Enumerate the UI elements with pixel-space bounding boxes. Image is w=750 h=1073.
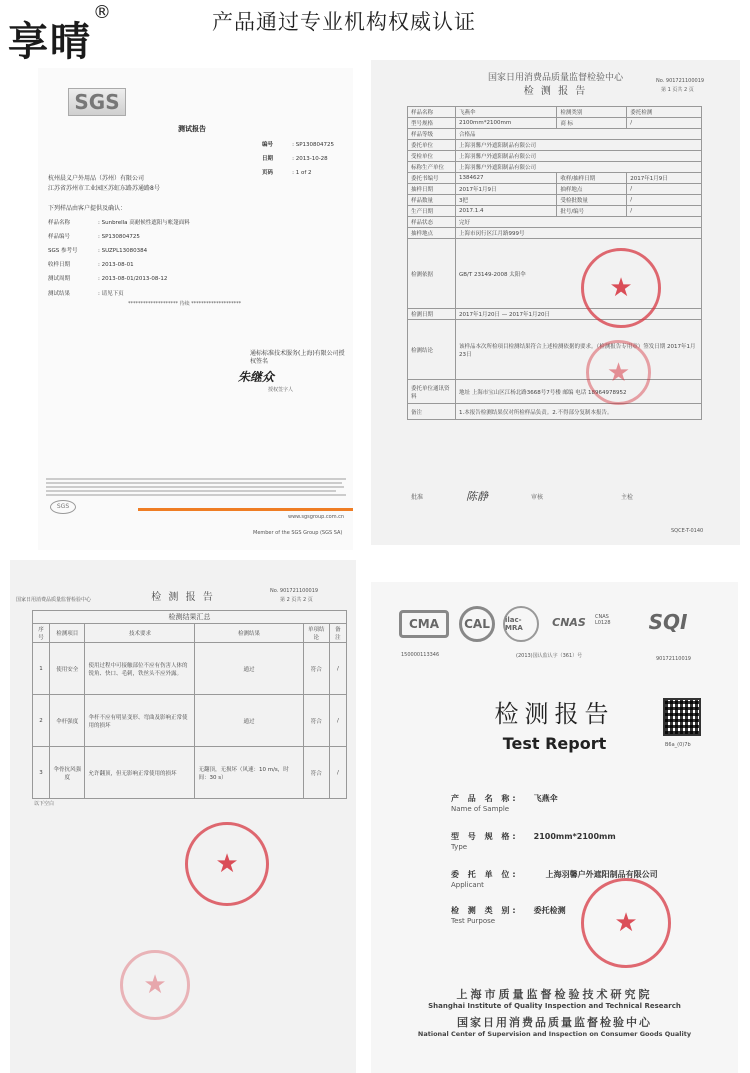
table-cell-value: 上海市闵行区江月路999号 [456, 228, 702, 239]
sig-label: 批准 [411, 494, 424, 501]
table-cell-label: 样品名称 [408, 107, 456, 118]
table-cell-value: 该样品本次所检项目检测结果符合上述检测依据的要求。（检测报告专用章）签发日期 2017年1月23日 [456, 320, 702, 380]
table-cell-value: / [627, 195, 702, 206]
meta-value: : 2013-10-28 [292, 156, 328, 162]
table-cell-value: / [627, 118, 702, 129]
red-seal-stamp: ★ [586, 340, 651, 405]
table-cell-value: 上海羽馨户外遮阳制品有限公司 [456, 140, 702, 151]
table-cell-label: 检测结论 [408, 320, 456, 380]
cover-field [451, 786, 558, 813]
table-cell-label: 生产日期 [408, 206, 456, 217]
table-cell: 使用安全 [50, 643, 85, 695]
meta-label: 页码 [262, 170, 274, 176]
table-row [408, 151, 702, 162]
report-number: No. 901721100019 [270, 588, 319, 594]
test-report-cover [371, 582, 738, 1073]
sgs-report-title: 测试报告 [178, 125, 206, 133]
summary-title: 检测结果汇总 [33, 611, 347, 624]
sgs-divider: ******************** 待续 ******************** [128, 301, 242, 307]
inspection-report-page-1 [371, 60, 740, 545]
table-cell-label: 标称生产单位 [408, 162, 456, 173]
table-header: 检测结果 [195, 624, 303, 643]
row-label: 测试周期 [48, 276, 71, 282]
table-cell-label: 批号/编号 [557, 206, 627, 217]
sig-label: 审核 [531, 494, 544, 501]
sgs-company: 杭州晨义户外用品（苏州）有限公司 [48, 175, 145, 182]
sgs-signature: 朱继众 [238, 370, 275, 384]
table-cell: 符合 [303, 643, 329, 695]
report-title: 检 测 报 告 [151, 592, 215, 603]
table-cell-label: 检测依据 [408, 239, 456, 309]
cnas-logo: CNAS [552, 615, 586, 629]
table-row [408, 118, 702, 129]
table-cell: / [329, 643, 346, 695]
table-row [408, 195, 702, 206]
table-cell: 3 [33, 747, 50, 799]
sgs-footer-mark: SGS [50, 500, 76, 514]
table-cell: / [329, 695, 346, 747]
red-seal-stamp: ★ [185, 822, 269, 906]
table-cell-label: 检测类别 [557, 107, 627, 118]
report-info-table [407, 106, 702, 420]
ilac-logo: ilac-MRA [503, 606, 539, 642]
table-cell: / [329, 747, 346, 799]
table-cell: 符合 [303, 747, 329, 799]
table-cell-value: 2017.1.4 [456, 206, 557, 217]
table-cell-value: 2017年1月9日 [456, 184, 557, 195]
meta-label: 编号 [262, 142, 274, 148]
table-row [408, 228, 702, 239]
center-name-en: National Center of Supervision and Inspection on Consumer Goods Quality [417, 1030, 692, 1038]
end-marker: 以下空白 [34, 801, 55, 807]
cma-logo: CMA [399, 610, 449, 638]
table-cell: 1 [33, 643, 50, 695]
table-row [408, 140, 702, 151]
table-cell-value: 合格品 [456, 129, 702, 140]
cover-field [451, 898, 566, 925]
table-row [408, 380, 702, 404]
report-page: 第 1 页共 2 页 [661, 87, 694, 93]
brand-logo: 享晴 [8, 19, 92, 65]
results-summary-table [32, 610, 347, 799]
report-org: 国家日用消费品质量监督检验中心 [487, 73, 623, 83]
table-cell-value: 地址 上海市宝山区江杨北路3668号7号楼 邮编 电话 18964978952 [456, 380, 702, 404]
row-label: 样品编号 [48, 234, 71, 240]
table-cell: 通过 [195, 695, 303, 747]
table-cell-value: 2017年1月9日 [627, 173, 702, 184]
cal-logo: CAL [459, 606, 495, 642]
report-title: 检 测 报 告 [523, 86, 588, 97]
row-value: : Sunbrella 高耐候性遮阳与帐篷面料 [98, 220, 190, 226]
table-cell: 2 [33, 695, 50, 747]
row-value: : 2013-08-01/2013-08-12 [98, 276, 168, 282]
red-seal-stamp: ★ [581, 878, 671, 968]
registered-mark: ® [93, 2, 111, 23]
table-row [408, 309, 702, 320]
table-cell: 伞杆不应有明显变形、弯曲及影响正常使用的损坏 [85, 695, 195, 747]
page-title: 产品通过专业机构权威认证 [212, 10, 476, 34]
table-cell-value: 2100mm*2100mm [456, 118, 557, 129]
table-cell-value: 2017年1月20日 — 2017年1月20日 [456, 309, 702, 320]
sgs-sample-rows [48, 214, 190, 284]
table-header: 序号 [33, 624, 50, 643]
table-cell-label: 收样/抽样日期 [557, 173, 627, 184]
meta-label: 日期 [262, 156, 274, 162]
table-row [408, 107, 702, 118]
table-cell-label: 样品等级 [408, 129, 456, 140]
table-cell-label: 受检单位 [408, 151, 456, 162]
meta-value: : SP130804725 [292, 142, 335, 148]
field-value: 2100mm*2100mm [533, 832, 616, 841]
field-label: 检 测 类 别: [451, 906, 519, 915]
red-seal-stamp: ★ [581, 248, 661, 328]
report-org: 国家日用消费品质量监督检验中心 [16, 597, 92, 603]
meta-value: : 1 of 2 [292, 170, 312, 176]
table-cell-value: 3把 [456, 195, 557, 206]
row-label: 样品名称 [48, 220, 71, 226]
table-cell-value: / [627, 184, 702, 195]
report-page: 第 2 页共 2 页 [280, 597, 313, 603]
cnas-number: CNAS L0128 [595, 614, 611, 626]
qr-code-label: B6a_(0)7b [665, 742, 691, 748]
table-cell-label: 商 标 [557, 118, 627, 129]
table-row [408, 173, 702, 184]
table-cell-label: 委托书编号 [408, 173, 456, 184]
table-cell-value: 飞燕伞 [456, 107, 557, 118]
field-value: 委托检测 [533, 906, 566, 915]
table-cell: 使用过程中可接触部位不应有伤害人体的锐角、快口、毛刺，铁丝头不应外露。 [85, 643, 195, 695]
table-row [408, 129, 702, 140]
sgs-member: Member of the SGS Group (SGS SA) [253, 530, 343, 536]
table-row [408, 404, 702, 420]
table-cell-value: GB/T 23149-2008 太阳伞 [456, 239, 702, 309]
row-value: : SP130804725 [98, 234, 140, 240]
table-cell-value: 上海羽馨户外遮阳制品有限公司 [456, 162, 702, 173]
cover-title: 检测报告 [494, 700, 615, 728]
table-cell-label: 抽样地点 [557, 184, 627, 195]
sig-label: 主检 [621, 494, 634, 501]
field-label-en: Applicant [451, 881, 484, 889]
table-row [408, 217, 702, 228]
sgs-sign-role: 授权签字人 [268, 387, 294, 393]
table-row [33, 747, 347, 799]
row-value: : SUZPL13080384 [98, 248, 148, 254]
cover-subtitle: Test Report [502, 734, 607, 753]
row-label: 收样日期 [48, 262, 71, 268]
cert-number: (2013)国认监认字（361）号 [516, 653, 583, 659]
result-label: 测试结果 [48, 291, 71, 297]
table-row [408, 320, 702, 380]
approver-signature: 陈静 [466, 490, 488, 503]
sqi-logo: SQI [648, 610, 688, 634]
cert-number: 90172110019 [656, 656, 691, 662]
table-cell-label: 委托单位通讯资料 [408, 380, 456, 404]
table-cell-label: 备注 [408, 404, 456, 420]
field-label: 产 品 名 称: [451, 794, 519, 803]
field-label: 型 号 规 格: [451, 832, 519, 841]
table-cell: 允许翻顶，但无影响正常使用的损坏 [85, 747, 195, 799]
table-cell: 符合 [303, 695, 329, 747]
report-number: No. 901721100019 [656, 78, 705, 84]
field-label: 委 托 单 位: [451, 870, 519, 879]
table-cell-label: 委托单位 [408, 140, 456, 151]
sgs-sign-org: 通标标准技术服务(上海)有限公司授权签名 [250, 350, 345, 365]
center-name-cn: 国家日用消费品质量监督检验中心 [457, 1016, 652, 1029]
table-cell-value: 上海羽馨户外遮阳制品有限公司 [456, 151, 702, 162]
row-value: : 2013-08-01 [98, 262, 134, 268]
report-code: SQCE-T-0140 [671, 528, 704, 534]
table-cell: 无翻顶，无损坏（风速：10 m/s，时间：30 s） [195, 747, 303, 799]
table-row [408, 184, 702, 195]
table-cell-value: 1384627 [456, 173, 557, 184]
inspection-report-page-2 [10, 560, 356, 1073]
table-row [408, 206, 702, 217]
sgs-disclaimer [38, 476, 353, 536]
table-cell: 伞杆强度 [50, 695, 85, 747]
result-value: : 请见下页 [98, 291, 124, 297]
table-cell-value: 1.本报告检测结果仅对所检样品负责。2.不得部分复制本报告。 [456, 404, 702, 420]
table-cell-label: 受检批数量 [557, 195, 627, 206]
cover-field [451, 824, 616, 851]
field-label-en: Type [451, 843, 468, 851]
cert-number: 150000113346 [401, 652, 440, 658]
field-label-en: Test Purpose [451, 917, 496, 925]
table-cell-label: 抽样地点 [408, 228, 456, 239]
table-row [33, 643, 347, 695]
table-header: 备注 [329, 624, 346, 643]
sgs-sample-note: 下列样品由客户提供及确认： [48, 205, 127, 212]
table-row [33, 695, 347, 747]
sgs-meta [262, 136, 334, 178]
table-cell-label: 检测日期 [408, 309, 456, 320]
field-value: 上海羽馨户外遮阳制品有限公司 [545, 870, 658, 879]
table-cell-value: 完好 [456, 217, 702, 228]
table-cell: 通过 [195, 643, 303, 695]
table-cell-label: 抽样日期 [408, 184, 456, 195]
red-seal-stamp: ★ [120, 950, 190, 1020]
sgs-url: www.sgsgroup.com.cn [288, 514, 345, 520]
table-cell-label: 样品状态 [408, 217, 456, 228]
table-cell: 伞骨抗风强度 [50, 747, 85, 799]
table-cell-label: 型号规格 [408, 118, 456, 129]
field-label-en: Name of Sample [451, 805, 510, 813]
institute-name-en: Shanghai Institute of Quality Inspection and Technical Research [428, 1002, 681, 1010]
table-row [408, 162, 702, 173]
table-cell-value: 委托检测 [627, 107, 702, 118]
institute-name-cn: 上海市质量监督检验技术研究院 [456, 988, 653, 1001]
sgs-logo: SGS [68, 88, 126, 116]
table-header: 单项结论 [303, 624, 329, 643]
field-value: 飞燕伞 [533, 794, 558, 803]
table-cell-label: 样品数量 [408, 195, 456, 206]
row-label: SGS 参考号 [48, 248, 78, 254]
table-cell-value: / [627, 206, 702, 217]
sgs-address: 江苏省苏州市工业园区苏虹东路苏通路8号 [48, 185, 160, 192]
sgs-test-report [38, 68, 353, 550]
table-header: 技术要求 [85, 624, 195, 643]
table-header: 检测项目 [50, 624, 85, 643]
